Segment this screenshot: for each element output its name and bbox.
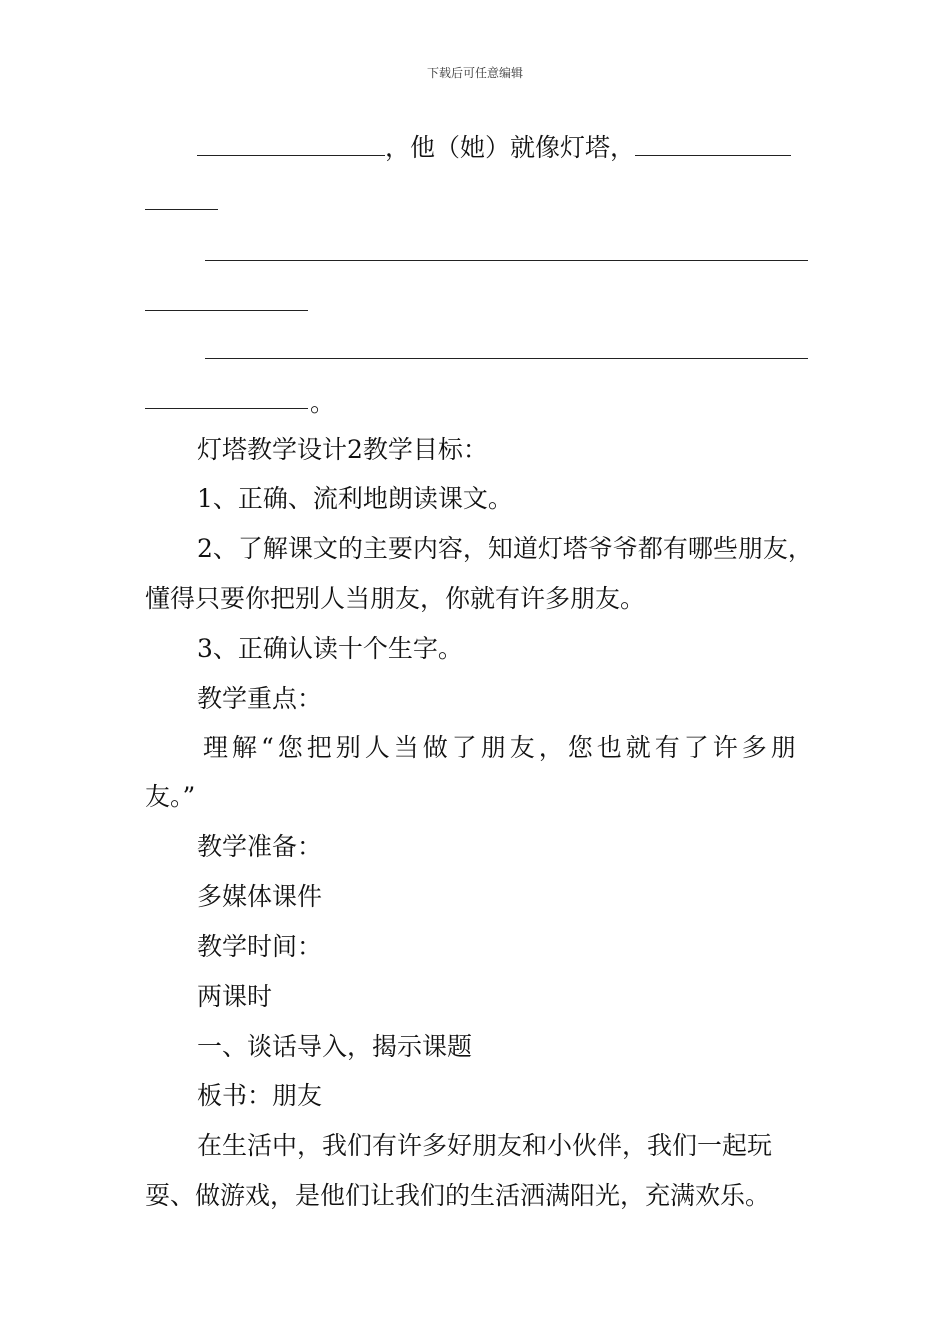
key-point-line-1: 理解“您把别人当做了朋友，您也就有了许多朋 xyxy=(203,733,800,762)
intro-line-2: 耍、做游戏，是他们让我们的生活洒满阳光，充满欢乐。 xyxy=(145,1181,771,1210)
fill-in-line-1 xyxy=(197,133,810,163)
objective-2-line-2: 懂得只要你把别人当朋友，你就有许多朋友。 xyxy=(145,584,646,613)
objective-1: 1、正确、流利地朗读课文。 xyxy=(197,484,513,513)
blank-2 xyxy=(635,139,791,156)
blackboard-text: 板书：朋友 xyxy=(197,1081,323,1110)
objective-3: 3、正确认读十个生字。 xyxy=(197,634,463,663)
blank-7 xyxy=(145,408,308,409)
fill-in-period: 。 xyxy=(310,388,336,417)
section-title: 灯塔教学设计2教学目标： xyxy=(197,435,488,464)
preparation-heading: 教学准备： xyxy=(197,832,323,861)
blank-6 xyxy=(205,358,808,359)
blank-5 xyxy=(145,310,308,311)
intro-line-1: 在生活中，我们有许多好朋友和小伙伴，我们一起玩 xyxy=(197,1131,773,1160)
page-header: 下载后可任意编辑 xyxy=(426,66,523,80)
time-value: 两课时 xyxy=(197,982,273,1011)
fill-in-text: ，他（她）就像灯塔， xyxy=(385,133,636,162)
key-point-heading: 教学重点： xyxy=(197,684,323,713)
objective-2-line-1: 2、了解课文的主要内容，知道灯塔爷爷都有哪些朋友， xyxy=(197,534,813,563)
blank-4 xyxy=(205,260,808,261)
preparation-value: 多媒体课件 xyxy=(197,882,323,911)
step-1-heading: 一、谈话导入，揭示课题 xyxy=(197,1032,473,1061)
key-point-line-2: 友。” xyxy=(145,782,196,811)
blank-3 xyxy=(145,209,218,210)
blank-1 xyxy=(197,139,385,156)
time-heading: 教学时间： xyxy=(197,932,323,961)
